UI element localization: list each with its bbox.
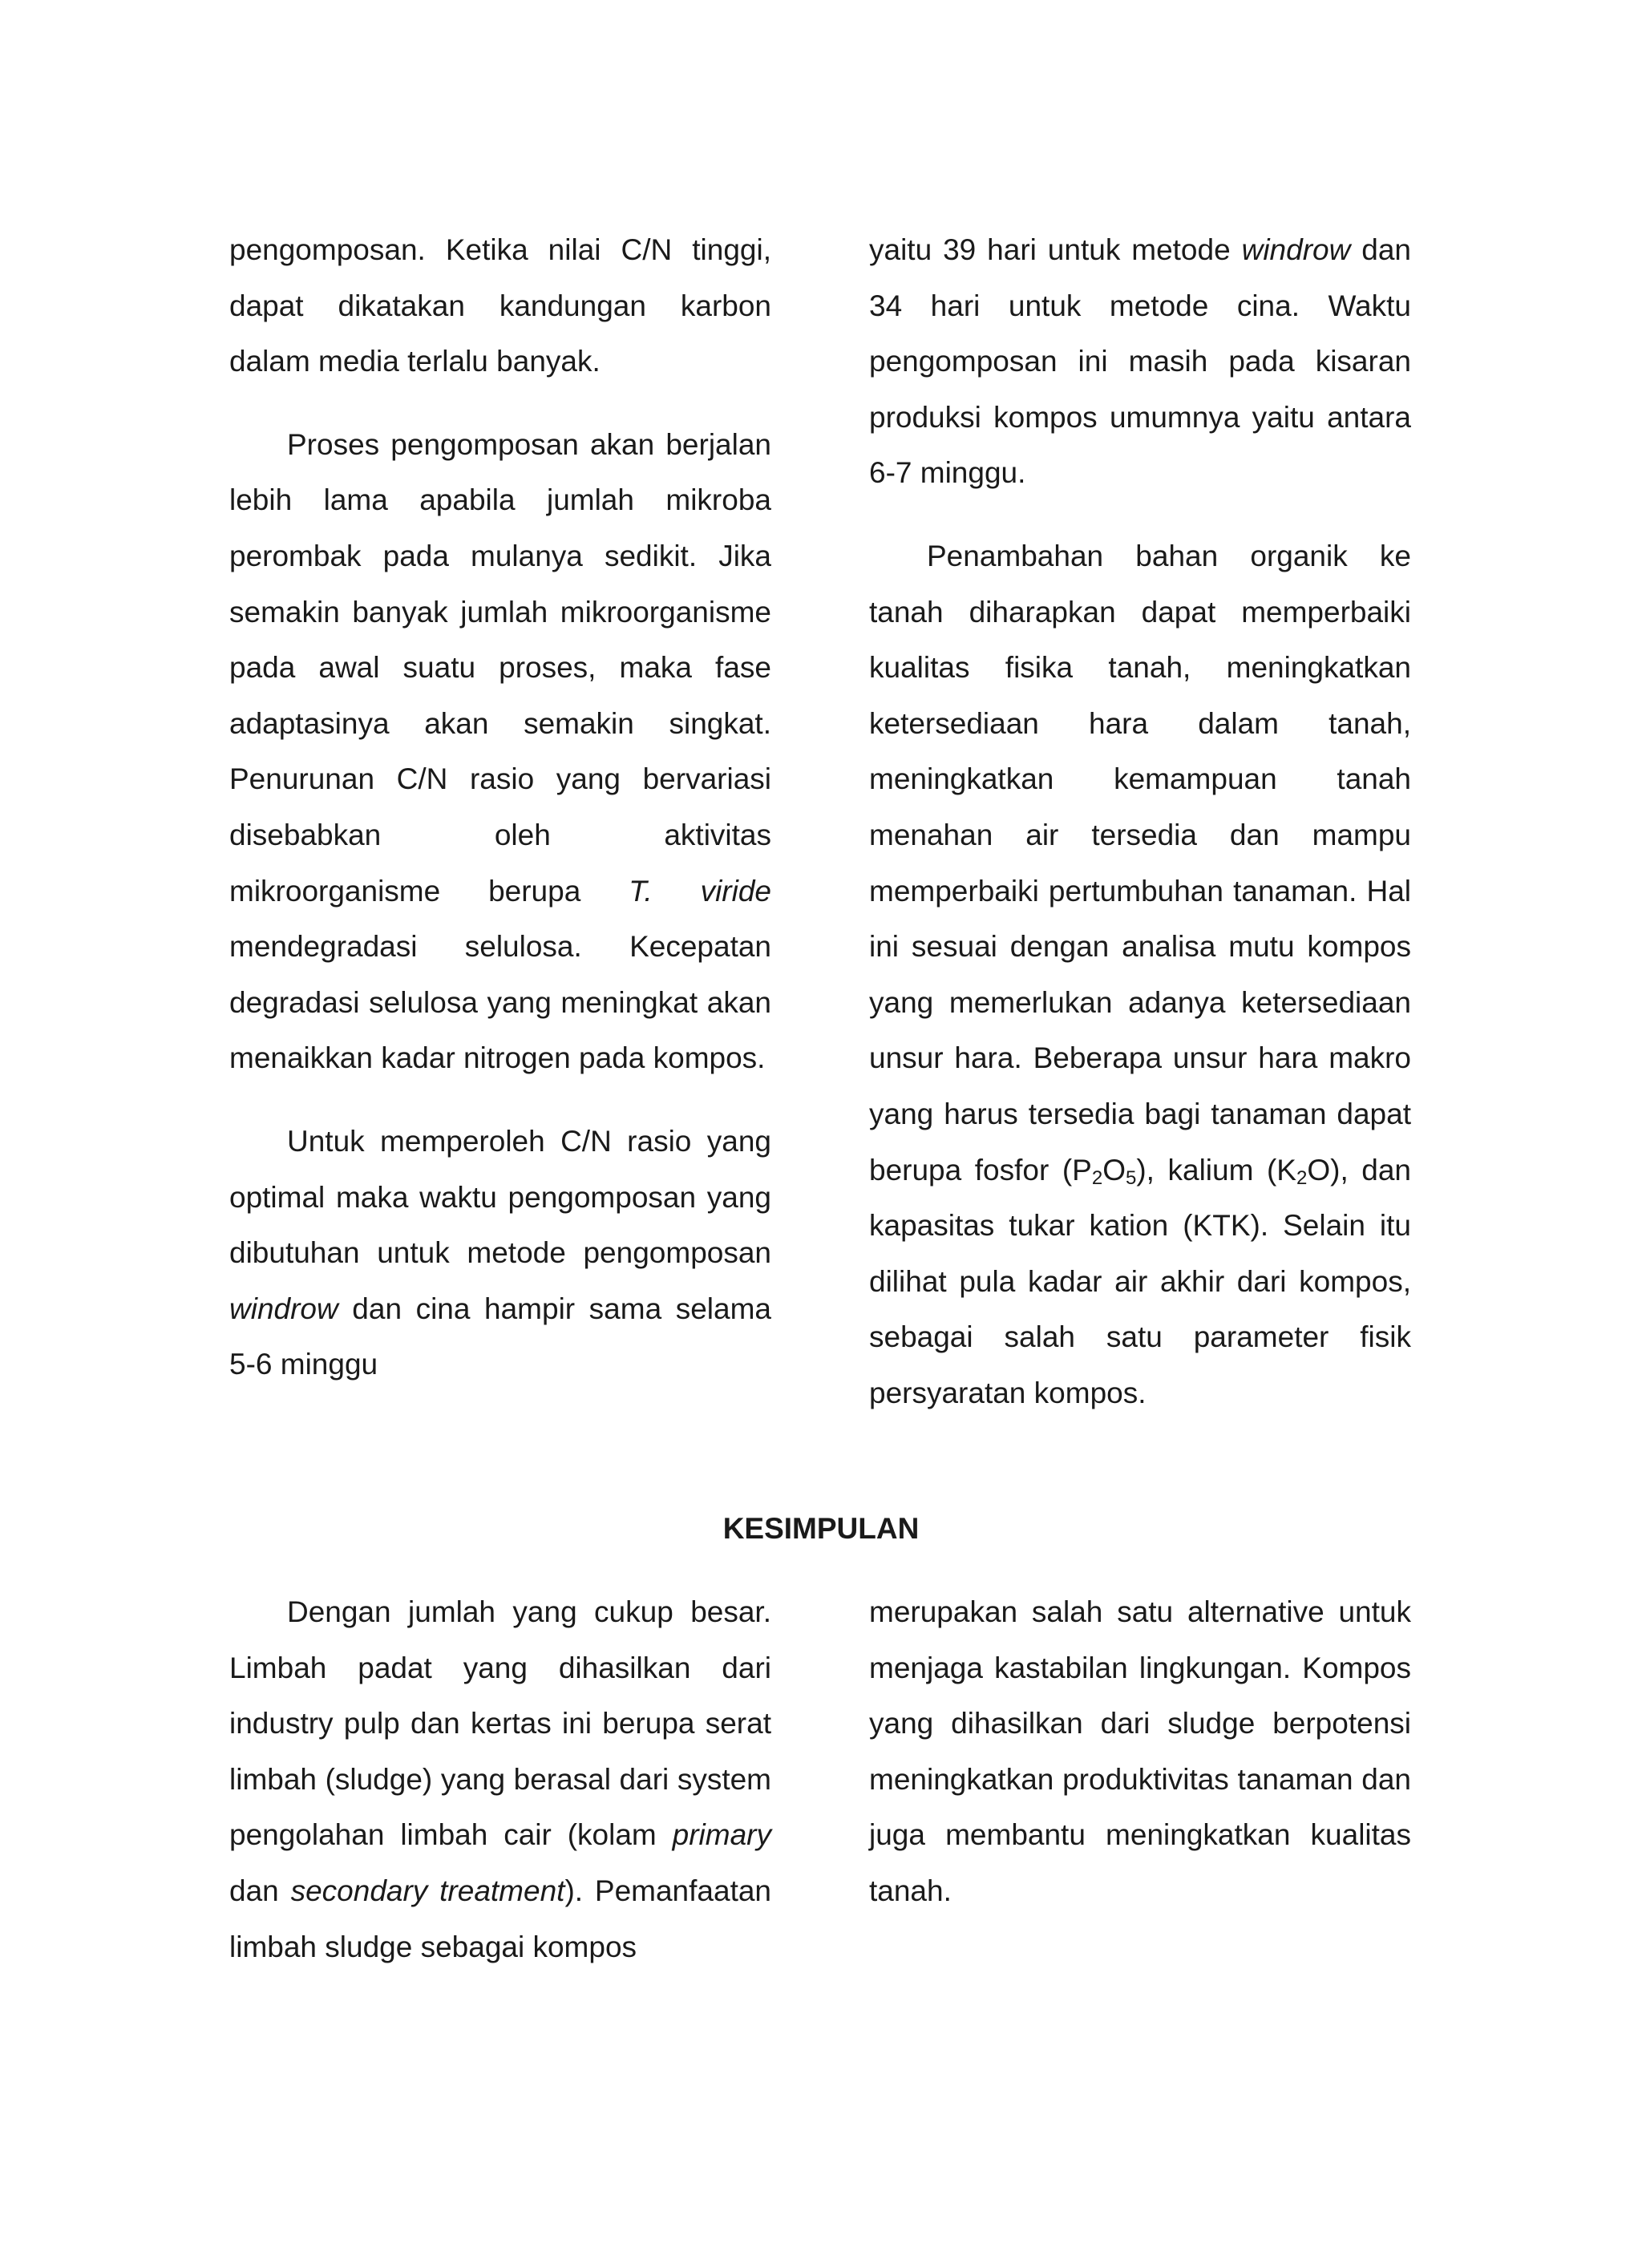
text-run: dan cina hampir sama selama 5-6 minggu [229,1292,771,1381]
text-run: Dengan jumlah yang cukup besar. Limbah padat yang dihasilkan dari industry pulp dan kertas ini berupa serat limbah (sludge) yang berasal dari system pengolahan limbah cair (kolam [229,1595,771,1852]
text-run: ), kalium (K [1136,1153,1296,1187]
left-column-top [229,222,771,1393]
italic-term: T. viride [629,874,771,908]
subscript: 2 [1091,1166,1103,1189]
subscript: 2 [1296,1166,1308,1189]
text-run: dan [229,1874,291,1907]
text-run: Untuk memperoleh C/N rasio yang optimal maka waktu pengomposan yang dibutuhan untuk metode pengomposan [229,1124,771,1270]
paragraph [229,417,771,1086]
text-run: mendegradasi selulosa. Kecepatan degradasi selulosa yang meningkat akan menaikkan kadar nitrogen pada kompos. [229,930,771,1075]
italic-term: windrow [1241,233,1351,266]
paragraph [229,1114,771,1393]
text-run: O [1102,1153,1126,1187]
text-run: dan 34 hari untuk metode cina. Waktu pengomposan ini masih pada kisaran produksi kompos umumnya yaitu antara 6-7 minggu. [869,233,1411,490]
italic-term: primary [672,1818,771,1852]
paragraph [869,222,1411,501]
paragraph [229,1584,771,1975]
text-run: O), dan kapasitas tukar kation (KTK). Selain itu dilihat pula kadar air akhir dari kompos, sebagai salah satu parameter fisik persyaratan kompos. [869,1153,1411,1409]
right-column-bottom [869,1584,1411,1919]
right-column-top [869,222,1411,1421]
section-heading: KESIMPULAN [722,1512,920,1545]
italic-term: secondary treatment [290,1874,565,1907]
paragraph [869,528,1411,1421]
text-run: ). Pemanfaatan limbah sludge sebagai kompos [229,1874,772,1963]
italic-term: windrow [229,1292,338,1325]
subscript: 5 [1125,1166,1137,1189]
text-run: Penambahan bahan organik ke tanah diharapkan dapat memperbaiki kualitas fisika tanah, meningkatkan ketersediaan hara dalam tanah, meningkatkan kemampuan tanah menahan air tersedia dan mampu memperbaiki pertumbuhan tanaman. Hal ini sesuai dengan analisa mutu kompos yang memerlukan adanya ketersediaan unsur hara. Beberapa unsur hara makro yang harus tersedia bagi tanaman dapat berupa fosfor (P [869,539,1411,1187]
text-run: Proses pengomposan akan berjalan lebih lama apabila jumlah mikroba perombak pada mulanya sedikit. Jika semakin banyak jumlah mikroorganisme pada awal suatu proses, maka fase adaptasinya akan semakin singkat. Penurunan C/N rasio yang bervariasi disebabkan oleh aktivitas mikroorganisme berupa [229,427,771,908]
paragraph: pengomposan. Ketika nilai C/N tinggi, dapat dikatakan kandungan karbon dalam media terlalu banyak. [229,233,771,378]
paragraph: merupakan salah satu alternative untuk menjaga kastabilan lingkungan. Kompos yang dihasilkan dari sludge berpotensi meningkatkan produktivitas tanaman dan juga membantu meningkatkan kualitas tanah. [869,1595,1411,1907]
left-column-bottom [229,1584,771,1975]
text-run: yaitu 39 hari untuk metode [869,233,1242,266]
